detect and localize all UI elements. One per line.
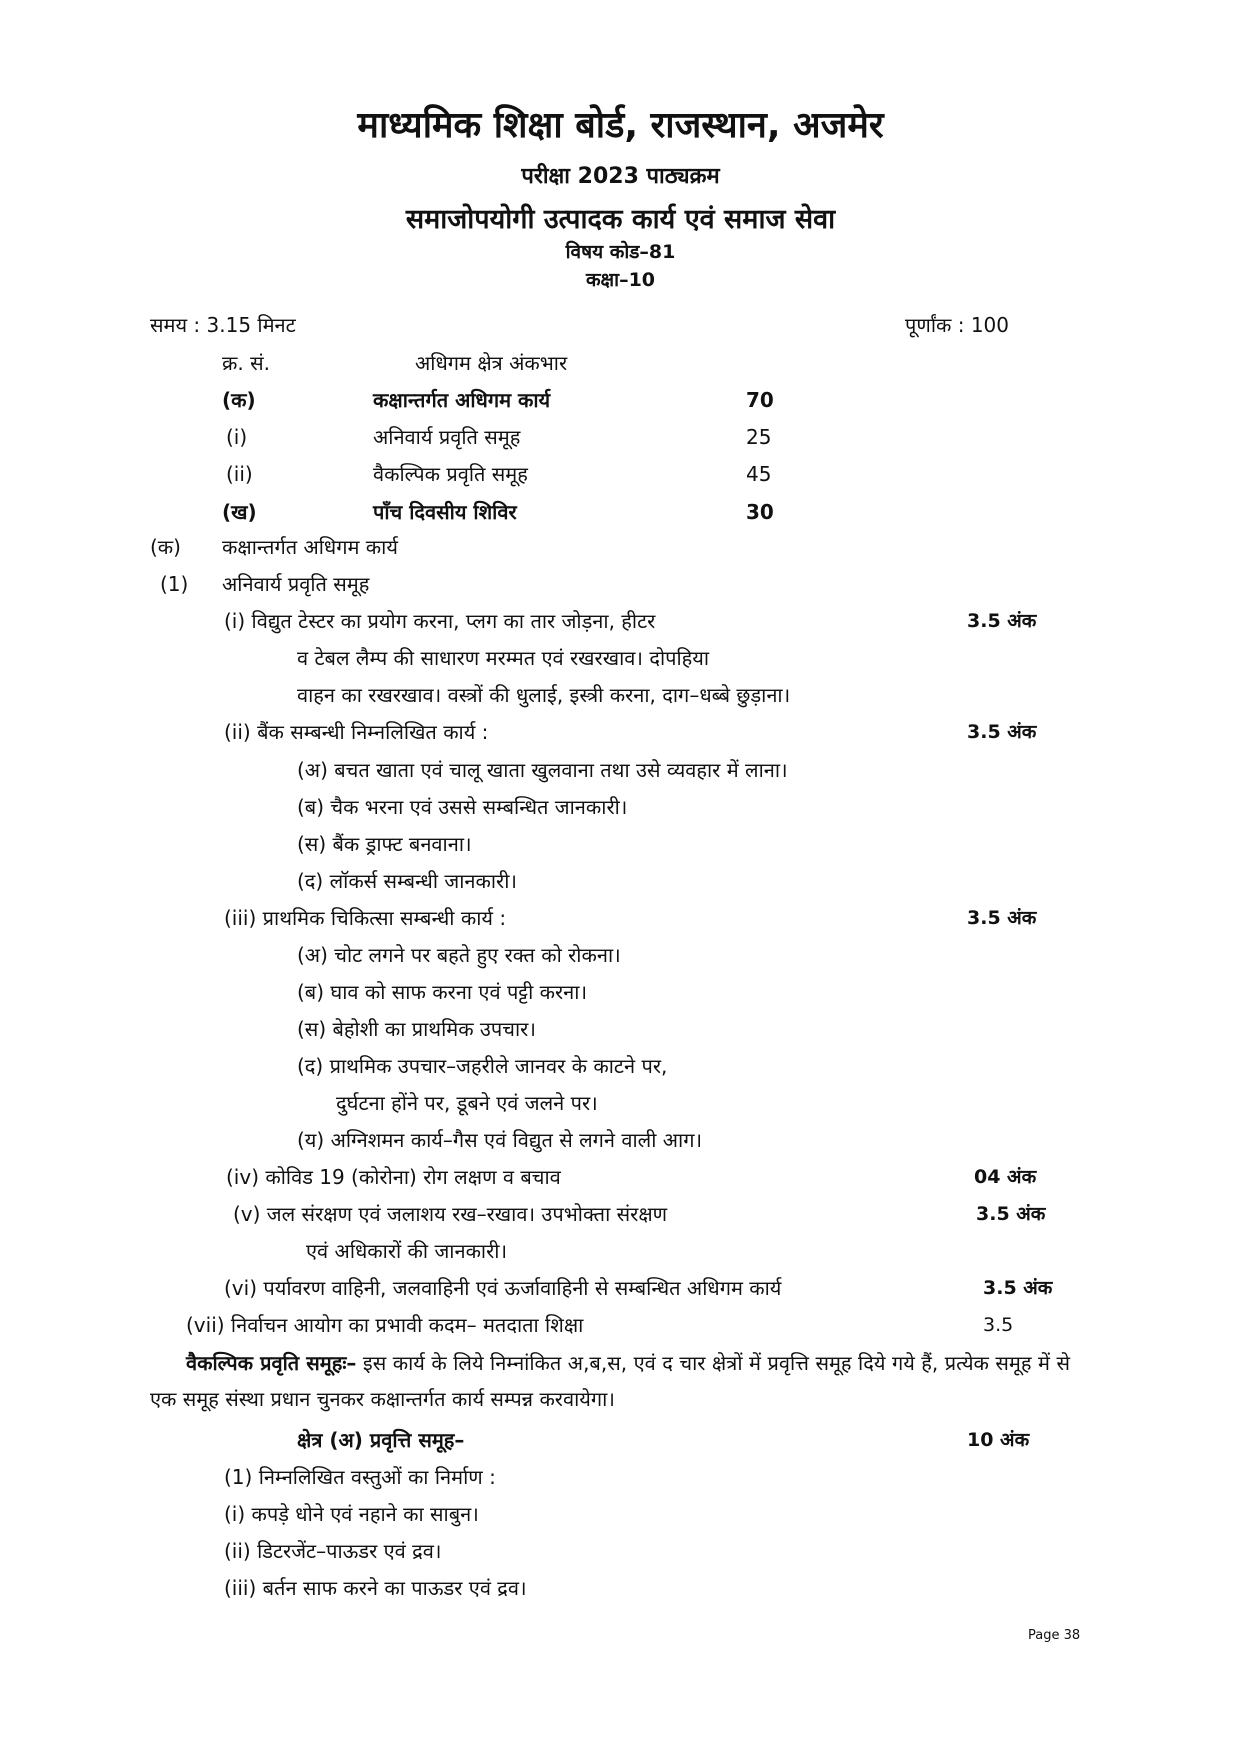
item-v-marks: 3.5 अंक [976, 1203, 1046, 1225]
item-vi-text: (vi) पर्यावरण वाहिनी, जलवाहिनी एवं ऊर्जावाहिनी से सम्बन्धित अधिगम कार्य [224, 1276, 782, 1300]
item-iii-s: (स) बेहोशी का प्राथमिक उपचार। [297, 1017, 536, 1041]
item-ii-s: (स) बैंक ड्राफ्ट बनवाना। [297, 832, 472, 856]
page-number: Page 38 [1028, 1628, 1081, 1643]
class-label: कक्षा–10 [585, 269, 656, 291]
summary-sno: (ख) [222, 500, 257, 524]
item-vii-marks: 3.5 [983, 1314, 1014, 1336]
item-i-line2: व टेबल लैम्प की साधारण मरम्मत एवं रखरखाव। दोपहिया [297, 646, 710, 670]
summary-sno: (i) [226, 425, 248, 449]
item-iii-d-line1: (द) प्राथमिक उपचार–जहरीले जानवर के काटने पर, [297, 1054, 668, 1078]
elective-paragraph [150, 1345, 1070, 1417]
group1-title: अनिवार्य प्रवृति समूह [222, 572, 370, 596]
item-iv-text: (iv) कोविड 19 (कोरोना) रोग लक्षण व बचाव [226, 1165, 561, 1189]
max-marks: पूर्णांक : 100 [905, 313, 1009, 337]
area-a-title: क्षेत्र (अ) प्रवृत्ति समूह– [297, 1428, 465, 1452]
col-sno-header: क्र. सं. [222, 351, 270, 375]
summary-area: वैकल्पिक प्रवृति समूह [373, 462, 528, 486]
item-i-marks: 3.5 अंक [967, 610, 1037, 632]
subject-code: विषय कोड–81 [565, 241, 676, 263]
area-a-line4: (iii) बर्तन साफ करने का पाऊडर एवं द्रव। [224, 1576, 527, 1600]
summary-sno: (ii) [226, 462, 253, 486]
item-ii-title: (ii) बैंक सम्बन्धी निम्नलिखित कार्य : [224, 720, 489, 744]
summary-marks: 25 [746, 425, 772, 449]
summary-area: पाँच दिवसीय शिविर [373, 500, 517, 524]
summary-marks: 30 [746, 500, 774, 524]
elective-lead: वैकल्पिक प्रवृति समूहः– [186, 1351, 357, 1375]
area-a-marks: 10 अंक [967, 1429, 1030, 1451]
area-a-line1: (1) निम्नलिखित वस्तुओं का निर्माण : [224, 1465, 496, 1489]
group1-label: (1) [160, 572, 189, 596]
item-iii-y: (य) अग्निशमन कार्य–गैस एवं विद्युत से लगने वाली आग। [297, 1128, 703, 1152]
item-iii-d-line2: दुर्घटना होंने पर, डूबने एवं जलने पर। [336, 1091, 598, 1115]
item-ii-b: (ब) चैक भरना एवं उससे सम्बन्धित जानकारी। [297, 795, 628, 819]
item-ii-marks: 3.5 अंक [967, 721, 1037, 743]
exam-time: समय : 3.15 मिनट [150, 313, 296, 337]
item-vi-marks: 3.5 अंक [983, 1277, 1053, 1299]
item-i-line3: वाहन का रखरखाव। वस्त्रों की धुलाई, इस्त्री करना, दाग–धब्बे छुड़ाना। [297, 683, 791, 707]
item-iii-b: (ब) घाव को साफ करना एवं पट्टी करना। [297, 980, 588, 1004]
item-iv-marks: 04 अंक [974, 1166, 1037, 1188]
area-a-line3: (ii) डिटरजेंट–पाऊडर एवं द्रव। [224, 1539, 442, 1563]
item-v-line1: (v) जल संरक्षण एवं जलाशय रख–रखाव। उपभोक्ता संरक्षण [233, 1202, 668, 1226]
exam-title: परीक्षा 2023 पाठ्यक्रम [521, 164, 720, 189]
elective-text: इस कार्य के लिये निम्नांकित अ,ब,स, एवं द चार क्षेत्रों में प्रवृत्ति समूह दिये गये हैं, प्रत्येक समूह में से एक समूह संस्था प्रधान चुनकर कक्षान्तर्गत कार्य सम्पन्न करवायेगा। [150, 1351, 1070, 1411]
board-title: माध्यमिक शिक्षा बोर्ड, राजस्थान, अजमेर [357, 105, 884, 146]
subject-title: समाजोपयोगी उत्पादक कार्य एवं समाज सेवा [405, 204, 836, 235]
item-iii-a: (अ) चोट लगने पर बहते हुए रक्त को रोकना। [297, 943, 621, 967]
item-v-line2: एवं अधिकारों की जानकारी। [306, 1239, 508, 1263]
item-ii-d: (द) लॉकर्स सम्बन्धी जानकारी। [297, 869, 517, 893]
item-iii-title: (iii) प्राथमिक चिकित्सा सम्बन्धी कार्य : [224, 906, 507, 930]
item-ii-a: (अ) बचत खाता एवं चालू खाता खुलवाना तथा उसे व्यवहार में लाना। [297, 758, 788, 782]
summary-area: कक्षान्तर्गत अधिगम कार्य [373, 388, 551, 412]
item-vii-text: (vii) निर्वाचन आयोग का प्रभावी कदम– मतदाता शिक्षा [186, 1313, 584, 1337]
section-k-label: (क) [150, 535, 181, 559]
summary-sno: (क) [222, 388, 256, 412]
summary-marks: 45 [746, 462, 772, 486]
summary-marks: 70 [746, 388, 774, 412]
item-i-line1: (i) विद्युत टेस्टर का प्रयोग करना, प्लग का तार जोड़ना, हीटर [224, 609, 656, 633]
item-iii-marks: 3.5 अंक [967, 907, 1037, 929]
summary-area: अनिवार्य प्रवृति समूह [373, 425, 521, 449]
col-area-header: अधिगम क्षेत्र अंकभार [415, 351, 568, 375]
section-k-title: कक्षान्तर्गत अधिगम कार्य [222, 535, 398, 559]
area-a-line2: (i) कपड़े धोने एवं नहाने का साबुन। [224, 1502, 479, 1526]
